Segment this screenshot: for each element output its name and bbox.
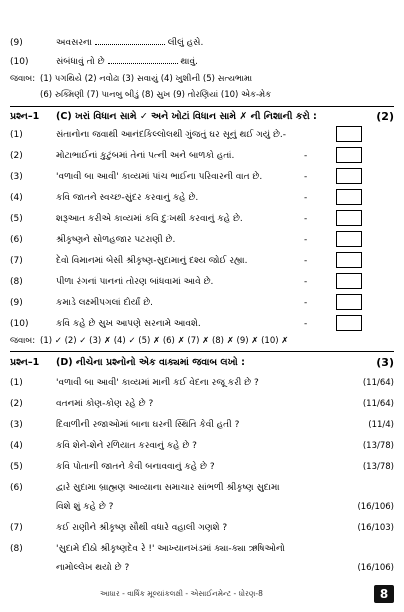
page-number: 8 xyxy=(374,585,394,603)
answer-box[interactable] xyxy=(336,168,362,184)
answer-box[interactable] xyxy=(336,126,362,142)
answer-box[interactable] xyxy=(336,315,362,331)
answer-box[interactable] xyxy=(336,147,362,163)
answer-box[interactable] xyxy=(336,273,362,289)
divider xyxy=(10,106,394,107)
answer-box[interactable] xyxy=(336,210,362,226)
footer-text: આધાર - વાર્ષિક મૂલ્યાંકલક્ષી - એસાઈનમેન્ટ - ધોરણ-8 xyxy=(100,589,263,598)
answer-box[interactable] xyxy=(336,294,362,310)
answer-box[interactable] xyxy=(336,231,362,247)
answer-box[interactable] xyxy=(336,252,362,268)
worksheet-page: (9) અવસરના લીલું હસે. (10) સંબંધાવું તો છે થાવું. જવાબ: (1) પગથિયે (2) નવોઢા (3) સવાયું (4) ખુશીની (5) સત્યભામા (6) રુક્મિણી (7) પાનબુ બીડું (8) સુખ (9) તોરણિયાં (10) એક-મેક પ્રશ્ન–1 (C) ખરાં વિધાન સામે ✓ અને ખોટાં વિધાન સામે ✗ ની નિશાની કરો : (2) (1) સંતાનોના જવાથી આનંદકિલ્લોલથી ગુંજતું ઘર સૂનું થઈ ગયું છે.- (2) મોટાભાઈનાં કુટુંબમાં તેનાં પત્ની અને બાળકો હતાં. - (3) 'વળાવી બા આવી' કાવ્યમાં પાંચ ભાઈના પરિવારની વાત છે. - (4) કવિ જાતને સ્વચ્છ-સુંદર કરવાનું કહે છે. - (5) શરૂઆત કરીએ કાવ્યમાં કવિ દુઃખથી કરવાનું કહે છે. - (6) શ્રીકૃષ્ણને સોળહજાર પટરાણી છે. - (7) દેવો વિમાનમાં બેસી શ્રીકૃષ્ણ-સુદામાનું દશ્ય જોઈ રહ્યા. - (8) પીળા રંગનાં પાનનાં તોરણ બાંધવામાં આવે છે. - (9) કમાડે લક્ષ્મીપગલાં દોર્યાં છે. - (10) કવિ કહે છે સુખ આપણે સરનામે આવશે. - જવાબ: (1) ✓ (2) ✓ (3) ✗ (4) ✓ (5) ✗ (6) ✗ (7) ✗ (8) ✗ (9) ✗ (10) ✗ પ્રશ્ન–1 (D) નીચેના પ્રશ્નોનો એક વાક્યમાં જવાબ લખો : (3) (1) 'વળાવી બા આવી' કાવ્યમાં માની કઈ વેદના રજૂ કરી છે ? (11/64) (2) વતનમાં કોણ-કોણ રહે છે ? (11/64) (3) દિવાળીની રજાઓમાં બાના ઘરની સ્થિતિ કેવી હતી ? (11/4) (4) કવિ શેને-શેને રળિયાત કરવાનું કહે છે ? (13/78) (5) કવિ પોતાની જાતને કેવી બનાવવાનું કહે છે ? (13/78) (6) દ્વારે સુદામા બ્રાહ્મણ આવ્યાના સમાચાર સાંભળી શ્રીકૃષ્ણ સુદામા વિશે શું કહે છે ? (16/106) (7) કઈ રાણીને શ્રીકૃષ્ણ સૌથી વધારે વહાલી ગણશે ? (16/103) (8) 'સુદામે દીઠો શ્રીકૃષ્ણદેવ રે !' આખ્યાનખંડમાં ક્યા-ક્યા ઋષિઓનો નામોલ્લેખ થયો છે ? (16/106) આધાર - વાર્ષિક મૂલ્યાંકલક્ષી - એસાઈનમેન્ટ - ધોરણ-8 8 xyxy=(0,0,404,612)
answer-box[interactable] xyxy=(336,189,362,205)
divider xyxy=(10,351,394,352)
page-footer xyxy=(0,585,404,607)
